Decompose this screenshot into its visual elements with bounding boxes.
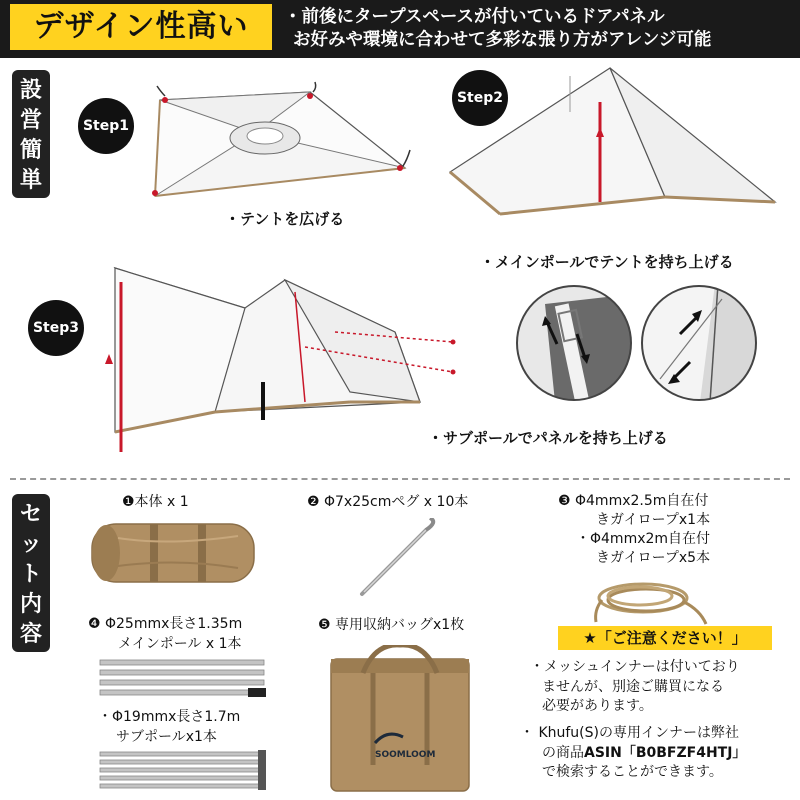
- set-contents-side-label: [12, 494, 50, 652]
- step1-badge: Step1: [78, 98, 134, 154]
- side-char: ッ: [19, 532, 42, 557]
- peg-image: [350, 518, 440, 598]
- note2-line: ・ Khufu(S)の専用インナーは弊社: [520, 725, 739, 741]
- side-char: 設: [19, 78, 42, 103]
- tent-body-image: [88, 518, 258, 588]
- header-banner: [0, 0, 800, 58]
- note2-line: で検索することができます。: [542, 764, 723, 780]
- setup-side-label: [12, 70, 50, 198]
- header-title: デザイン性高い: [10, 4, 272, 50]
- notice-title: ★「ご注意ください！」: [558, 626, 772, 650]
- step2-caption: ・メインポールでテントを持ち上げる: [480, 253, 734, 271]
- item3-line: きガイロープx5本: [596, 550, 711, 566]
- subpole-line: ・Φ19mmx長さ1.7m: [98, 709, 241, 725]
- item5-label: ❺ 専用収納バッグx1枚: [318, 617, 465, 633]
- step3-badge: Step3: [28, 300, 84, 356]
- storage-bag-image: [325, 645, 475, 795]
- step3-tent-illustration: [95, 262, 465, 457]
- side-char: 内: [19, 592, 42, 617]
- step2-detail-circle-left: [515, 284, 633, 402]
- step2-badge: Step2: [452, 70, 508, 126]
- item1-label: ❶本体 x 1: [122, 494, 189, 510]
- step2-tent-illustration: [440, 62, 790, 222]
- note2-line: [520, 744, 746, 764]
- item3-line: ・Φ4mmx2m自在付: [576, 531, 711, 547]
- sub-pole-image: [98, 748, 268, 796]
- header-description: [284, 6, 711, 52]
- item4-label: [88, 614, 242, 654]
- step3-caption: ・サブポールでパネルを持ち上げる: [428, 429, 668, 447]
- section-divider: [10, 478, 790, 480]
- notice-note1: [530, 658, 740, 717]
- note1-line: ・メッシュインナーは付いており: [530, 659, 740, 675]
- side-char: 単: [19, 168, 42, 193]
- step2-detail-circle-right: [640, 284, 758, 402]
- item3-line: きガイロープx1本: [596, 512, 711, 528]
- note2-asin: ASIN「B0BFZF4HTJ」: [584, 744, 747, 761]
- notice-note2: [520, 724, 746, 783]
- item3-label: [558, 492, 710, 568]
- step1-tent-illustration: [135, 78, 425, 213]
- side-char: ト: [19, 562, 42, 587]
- side-char: 簡: [19, 138, 42, 163]
- note1-line: ませんが、別途ご購買になる: [542, 678, 724, 695]
- item3-line: ❸ Φ4mmx2.5m自在付: [558, 493, 709, 509]
- item2-label: ❷ Φ7x25cmペグ x 10本: [307, 494, 469, 510]
- side-char: 容: [19, 622, 42, 647]
- note1-line: 必要があります。: [542, 698, 653, 714]
- main-pole-image: [98, 656, 268, 704]
- note2-prefix: の商品: [542, 744, 584, 761]
- header-desc-line1: ・前後にタープスペースが付いているドアパネル: [284, 7, 665, 27]
- bag-brand-text: SOOMLOOM: [375, 750, 436, 760]
- side-char: セ: [19, 502, 42, 527]
- step1-caption: ・テントを広げる: [225, 210, 345, 228]
- header-desc-line2: お好みや環境に合わせて多彩な張り方がアレンジ可能: [293, 30, 712, 50]
- side-char: 営: [19, 108, 42, 133]
- subpole-line: サブポールx1本: [116, 729, 217, 745]
- item4-line: メインポール x 1本: [118, 636, 242, 652]
- item4-line: ❹ Φ25mmx長さ1.35m: [88, 616, 243, 632]
- subpole-label: [98, 707, 240, 747]
- guy-rope-image: [588, 570, 718, 630]
